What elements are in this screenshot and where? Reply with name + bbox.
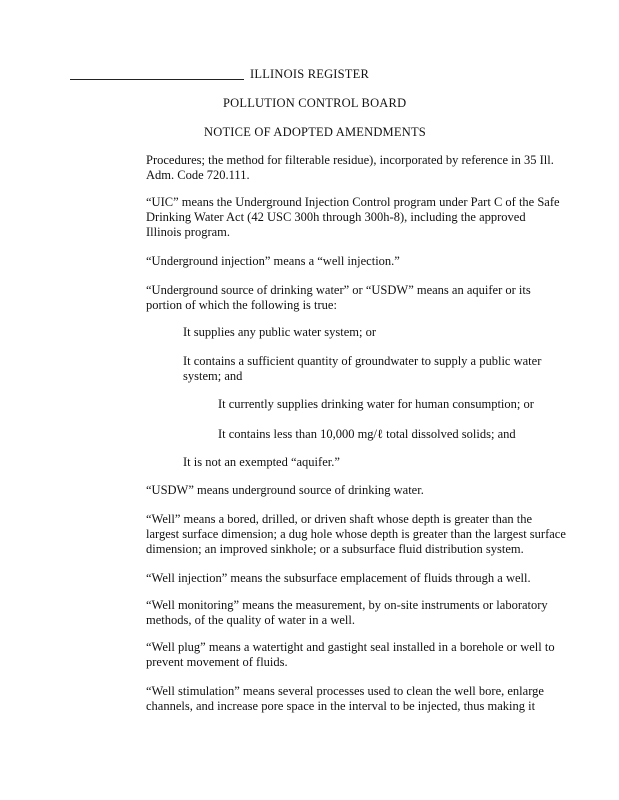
paragraph-procedures <box>146 153 554 183</box>
paragraph-usdw-short: “USDW” means underground source of drinking water. <box>146 483 424 497</box>
text-line: prevent movement of fluids. <box>146 655 288 669</box>
text-line: Adm. Code 720.111. <box>146 168 250 182</box>
list-item-not-exempted: It is not an exempted “aquifer.” <box>183 455 340 469</box>
text-line: Drinking Water Act (42 USC 300h through 300h-8), including the approved <box>146 210 526 224</box>
paragraph-well-injection: “Well injection” means the subsurface emplacement of fluids through a well. <box>146 571 531 585</box>
text-line: dimension; an improved sinkhole; or a subsurface fluid distribution system. <box>146 542 524 556</box>
list-item-sufficient-quantity <box>183 354 543 384</box>
text-line: “UIC” means the Underground Injection Control program under Part C of the Safe <box>146 195 560 209</box>
board-title: POLLUTION CONTROL BOARD <box>223 96 407 110</box>
text-line: “Well” means a bored, drilled, or driven shaft whose depth is greater than the <box>146 512 533 526</box>
text-line: “Underground source of drinking water” or “USDW” means an aquifer or its <box>146 283 531 297</box>
paragraph-well-stimulation <box>146 684 546 714</box>
text-line: “Well monitoring” means the measurement, by on-site instruments or laboratory <box>146 598 548 612</box>
text-line: Procedures; the method for filterable residue), incorporated by reference in 35 Ill. <box>146 153 554 167</box>
paragraph-usdw-definition <box>146 283 546 313</box>
paragraph-uic <box>146 195 560 240</box>
text-line: methods, of the quality of water in a well. <box>146 613 355 627</box>
list-item-public-water: It supplies any public water system; or <box>183 325 377 339</box>
list-item-dissolved-solids: It contains less than 10,000 mg/ℓ total dissolved solids; and <box>218 427 516 441</box>
paragraph-well <box>146 512 566 557</box>
paragraph-underground-injection: “Underground injection” means a “well injection.” <box>146 254 400 268</box>
paragraph-well-monitoring <box>146 598 546 628</box>
list-item-currently-supplies: It currently supplies drinking water for human consumption; or <box>218 397 534 411</box>
text-line: “Well stimulation” means several processes used to clean the well bore, enlarge <box>146 684 544 698</box>
text-line: system; and <box>183 369 243 383</box>
text-line: channels, and increase pore space in the interval to be injected, thus making it <box>146 699 536 713</box>
text-line: largest surface dimension; a dug hole whose depth is greater than the largest surface <box>146 527 566 541</box>
text-line: It contains a sufficient quantity of groundwater to supply a public water <box>183 354 542 368</box>
text-line: “Well plug” means a watertight and gastight seal installed in a borehole or well to <box>146 640 555 654</box>
text-line: portion of which the following is true: <box>146 298 337 312</box>
paragraph-well-plug <box>146 640 555 670</box>
text-line: Illinois program. <box>146 225 231 239</box>
register-title: ILLINOIS REGISTER <box>250 67 370 81</box>
notice-title: NOTICE OF ADOPTED AMENDMENTS <box>204 125 426 139</box>
header-underline <box>70 79 244 80</box>
